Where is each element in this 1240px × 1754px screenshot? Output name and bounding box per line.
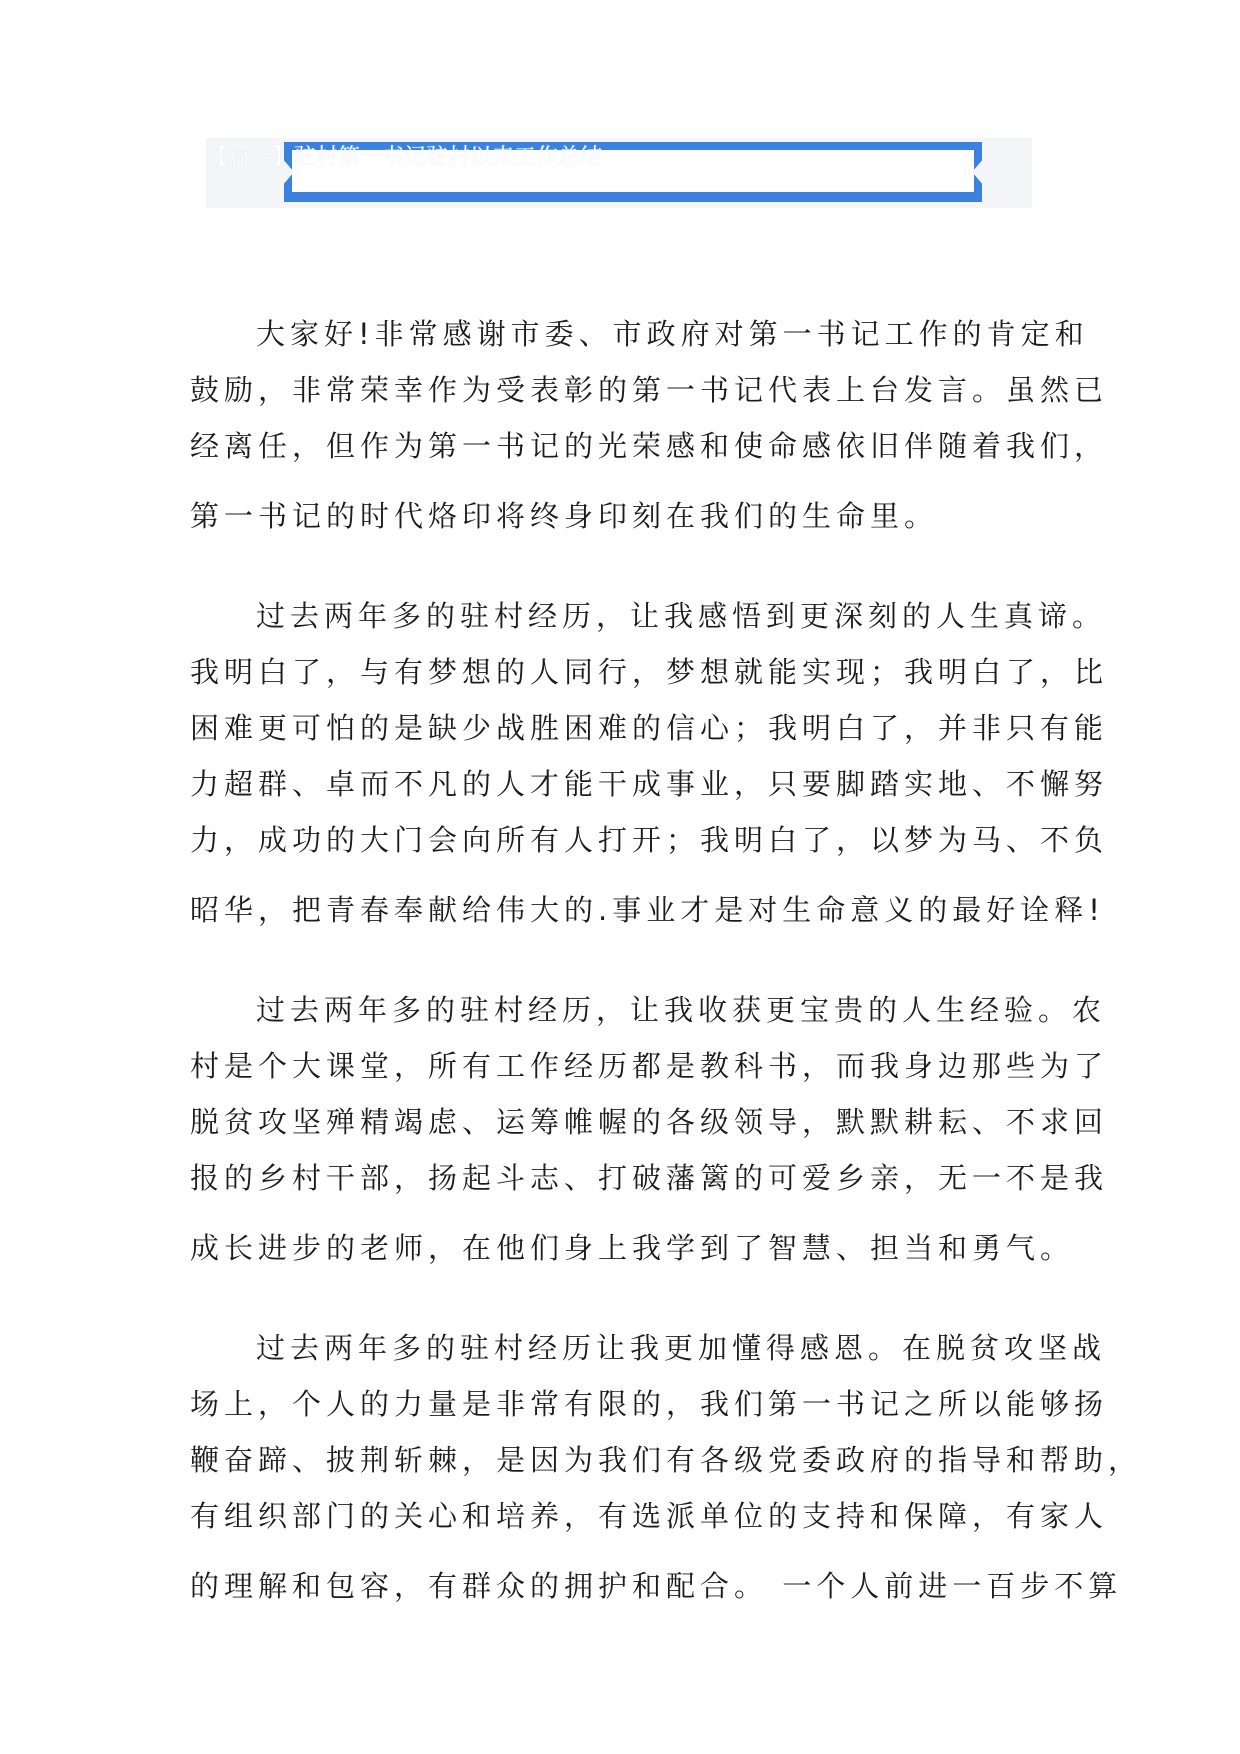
paragraph-line: 的理解和包容，有群众的拥护和配合。 一个人前进一百步不算 (190, 1569, 1123, 1603)
paragraph-line: 村是个大课堂，所有工作经历都是教科书，而我身边那些为了 (190, 1049, 1109, 1083)
document-title: 【篇一】驻村第一书记驻村以来工作总结 (206, 145, 603, 170)
paragraph-line: 过去两年多的驻村经历，让我收获更宝贵的人生经验。农 (256, 993, 1107, 1027)
paragraph-line: 第一书记的时代烙印将终身印刻在我们的生命里。 (190, 499, 939, 533)
paragraph-line: 过去两年多的驻村经历，让我感悟到更深刻的人生真谛。 (256, 599, 1107, 633)
paragraph-1 (190, 306, 1109, 544)
paragraph-line: 昭华，把青春奉献给伟大的.事业才是对生命意义的最好诠释! (190, 893, 1105, 927)
banner-notch-right (972, 158, 984, 186)
paragraph-line: 大家好!非常感谢市委、市政府对第一书记工作的肯定和 (256, 317, 1089, 351)
paragraph-3 (190, 982, 1109, 1276)
paragraph-line: 困难更可怕的是缺少战胜困难的信心；我明白了，并非只有能 (190, 711, 1109, 745)
paragraph-line: 力，成功的大门会向所有人打开；我明白了，以梦为马、不负 (190, 823, 1109, 857)
paragraph-line: 力超群、卓而不凡的人才能干成事业，只要脚踏实地、不懈努 (190, 767, 1109, 801)
paragraph-line: 有组织部门的关心和培养，有选派单位的支持和保障，有家人 (190, 1499, 1109, 1533)
paragraph-line: 鼓励，非常荣幸作为受表彰的第一书记代表上台发言。虽然已 (190, 373, 1109, 407)
paragraph-2 (190, 588, 1109, 938)
paragraph-line: 我明白了，与有梦想的人同行，梦想就能实现；我明白了，比 (190, 655, 1109, 689)
paragraph-line: 场上，个人的力量是非常有限的，我们第一书记之所以能够扬 (190, 1387, 1109, 1421)
paragraph-line: 过去两年多的驻村经历让我更加懂得感恩。在脱贫攻坚战 (256, 1331, 1107, 1365)
title-banner (206, 138, 1032, 208)
paragraph-line: 脱贫攻坚殚精竭虑、运筹帷幄的各级领导，默默耕耘、不求回 (190, 1105, 1109, 1139)
paragraph-line: 鞭奋蹄、披荆斩棘，是因为我们有各级党委政府的指导和帮助， (190, 1443, 1143, 1477)
paragraph-line: 成长进步的老师，在他们身上我学到了智慧、担当和勇气。 (190, 1231, 1075, 1265)
paragraph-line: 经离任，但作为第一书记的光荣感和使命感依旧伴随着我们， (190, 429, 1109, 463)
paragraph-4 (190, 1320, 1143, 1614)
document-body (190, 306, 1143, 1658)
paragraph-line: 报的乡村干部，扬起斗志、打破藩篱的可爱乡亲，无一不是我 (190, 1161, 1109, 1195)
